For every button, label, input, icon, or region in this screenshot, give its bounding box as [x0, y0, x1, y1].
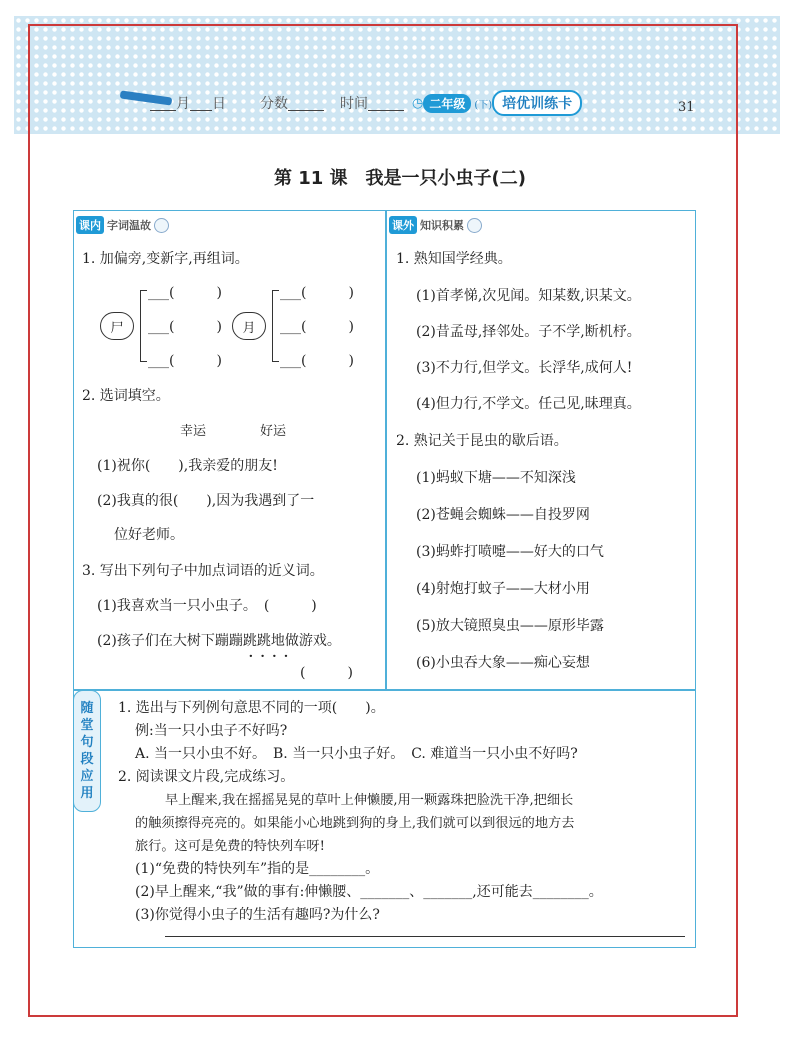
left-badge-key: 课内 — [76, 216, 104, 234]
time-label: 时间 — [340, 96, 368, 112]
left-q2: 2. 选词填空。 — [82, 388, 170, 404]
blank-1b: ___( ) — [148, 319, 222, 335]
left-badge-text: 字词温故 — [107, 219, 151, 232]
saying-item-3: (3)蚂蚱打喷嚏——好大的口气 — [416, 544, 604, 560]
grade-label: 二年级 — [423, 94, 471, 113]
blank-2b: ___( ) — [280, 319, 354, 335]
ball-icon — [467, 218, 482, 233]
score-label: 分数 — [260, 96, 288, 112]
header-fields — [120, 92, 582, 114]
left-q1: 1. 加偏旁,变新字,再组词。 — [82, 251, 249, 267]
label-char: 随 — [80, 701, 94, 716]
saying-item-1: (1)蚂蚁下塘——不知深浅 — [416, 470, 576, 486]
emphasis-dots: ···· — [248, 646, 295, 667]
left-badge — [76, 216, 169, 234]
term-label: (下) — [474, 99, 493, 111]
clock-icon: ◷ — [412, 95, 424, 111]
right-q1: 1. 熟知国学经典。 — [396, 251, 512, 267]
blank-2a: ___( ) — [280, 285, 354, 301]
brace-2 — [272, 290, 279, 362]
classic-item-1: (1)首孝悌,次见闻。知某数,识某文。 — [416, 288, 641, 304]
classic-item-3: (3)不力行,但学文。长浮华,成何人! — [416, 360, 633, 376]
right-badge — [389, 216, 482, 234]
left-q2-2b: 位好老师。 — [114, 527, 184, 543]
score-line — [288, 96, 324, 111]
time-line — [368, 96, 404, 111]
left-q2-1: (1)祝你( ),我亲爱的朋友! — [97, 458, 278, 474]
bottom-s3: (3)你觉得小虫子的生活有趣吗?为什么? — [135, 907, 380, 923]
left-q3-2: (2)孩子们在大树下蹦蹦跳跳地做游戏。 — [97, 633, 341, 649]
label-char: 应 — [80, 769, 94, 784]
right-q2: 2. 熟记关于昆虫的歇后语。 — [396, 433, 568, 449]
passage-line-3: 旅行。这可是免费的特快列车呀! — [135, 839, 325, 854]
saying-item-4: (4)射炮打蚊子——大材小用 — [416, 581, 590, 597]
blank-1c: ___( ) — [148, 353, 222, 369]
saying-item-2: (2)苍蝇会蜘蛛——自投罗网 — [416, 507, 590, 523]
bottom-q1: 1. 选出与下列例句意思不同的一项( )。 — [118, 700, 385, 716]
bottom-s1: (1)“免费的特快列车”指的是________。 — [135, 861, 380, 877]
day-line — [190, 96, 212, 111]
passage-line-1: 早上醒来,我在摇摇晃晃的草叶上伸懒腰,用一颗露珠把脸洗干净,把细长 — [165, 793, 574, 808]
left-q3-2-answer: ( ) — [300, 665, 353, 681]
month-label: 月 — [176, 96, 190, 112]
bottom-example: 例:当一只小虫子不好吗? — [135, 723, 288, 739]
label-char: 段 — [80, 752, 94, 767]
label-char: 句 — [80, 735, 94, 750]
bottom-vertical-label — [73, 690, 101, 812]
lesson-title: 第 11 课 我是一只小虫子(二) — [273, 168, 527, 189]
saying-item-6: (6)小虫吞大象——痴心妄想 — [416, 655, 590, 671]
word-1: 幸运 — [180, 424, 207, 439]
blank-1a: ___( ) — [148, 285, 222, 301]
blank-2c: ___( ) — [280, 353, 354, 369]
label-char: 用 — [80, 786, 94, 801]
month-line — [150, 96, 176, 111]
right-badge-text: 知识积累 — [420, 219, 464, 232]
day-label: 日 — [212, 96, 226, 112]
label-char: 堂 — [80, 718, 94, 733]
char-cloud-1: 尸 — [100, 312, 134, 340]
page-number: 31 — [678, 100, 695, 115]
left-q2-2a: (2)我真的很( ),因为我遇到了一 — [97, 493, 315, 509]
answer-line — [165, 936, 685, 937]
passage-line-2: 的触须擦得亮亮的。如果能小心地跳到狗的身上,我们就可以到很远的地方去 — [135, 816, 575, 831]
ball-icon — [154, 218, 169, 233]
classic-item-4: (4)但力行,不学文。任己见,昧理真。 — [416, 396, 641, 412]
left-q3: 3. 写出下列句子中加点词语的近义词。 — [82, 563, 324, 579]
bottom-s2: (2)早上醒来,“我”做的事有:伸懒腰、_______、_______,还可能去________。 — [135, 884, 603, 900]
saying-item-5: (5)放大镜照臭虫——原形毕露 — [416, 618, 604, 634]
left-q3-1: (1)我喜欢当一只小虫子。 ( ) — [97, 598, 317, 614]
bottom-q2: 2. 阅读课文片段,完成练习。 — [118, 769, 295, 785]
brace-1 — [140, 290, 147, 362]
word-2: 好运 — [260, 424, 287, 439]
grade-badge — [412, 90, 582, 116]
bottom-options: A. 当一只小虫不好。 B. 当一只小虫子好。 C. 难道当一只小虫不好吗? — [135, 746, 578, 762]
brand-label: 培优训练卡 — [492, 90, 582, 116]
right-badge-key: 课外 — [389, 216, 417, 234]
classic-item-2: (2)昔孟母,择邻处。子不学,断机杼。 — [416, 324, 641, 340]
char-cloud-2: 月 — [232, 312, 266, 340]
